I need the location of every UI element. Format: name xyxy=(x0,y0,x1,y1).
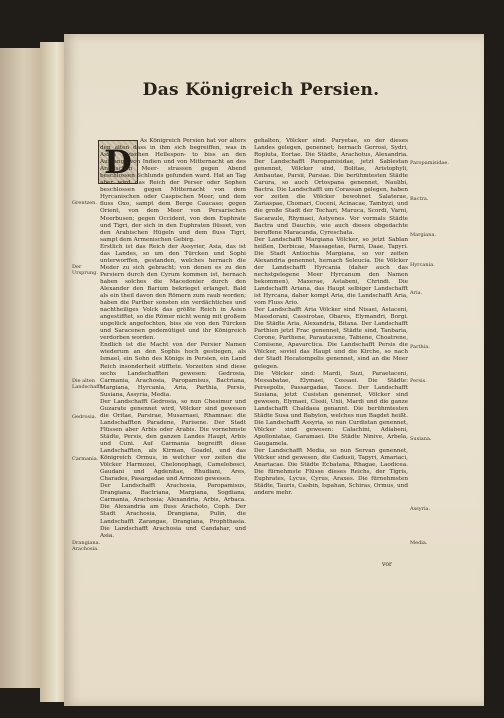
previous-page-edge xyxy=(0,48,40,688)
page-title: Das Königreich Persien. xyxy=(142,80,380,100)
margin-note: Susiana. xyxy=(410,436,432,442)
margin-note: Parthia. xyxy=(410,344,430,350)
margin-note: Drangiana. Arachosia. xyxy=(72,540,101,552)
page-fold xyxy=(40,42,65,702)
margin-note: Assyria. xyxy=(410,506,431,512)
margin-note: Carmania. xyxy=(72,456,99,462)
paragraph: Die Völcker sind: Mardi, Suzi, Paraetaceni, Messabatae, Elymaei, Cossaei. Die Städte: Persepolis, Passargadae, Taoce. Der Landschafft Susiana, jetzt Cusistan genennet, Völcker sind gewesen, Elymaei, Cissii, Uxii, Mardi und die ganze Landschafft Chaldaea genannt. Die berühmtesten Städte Susa und Babylon, welches nun Bagdet heißt. Die Landschafft Assyria, so nun Curdistan genennet, Völcker sind gewesen: Calachini, Adiabeni, Apolloniatae, Garamaei. Die Städte Ninive, Arbela, Gaugamela. xyxy=(254,370,408,448)
text-column-left xyxy=(100,138,246,568)
paragraph: Der Landschafft Aria Völcker sind Nisaei, Astaceni, Massdorani, Cassirotae, Obares, Elymandri, Borgi. Die Städte Aria, Alexandria, Bitaxa. Der Landschafft Parthien jetzt Frac genennet, Städte sind, Tanbaria, Corone, Parthene, Parautacene, Tabiene, Choatrene, Comisene, Apavarctica. Die Landschafft Persis die Völcker, soviel das Haupt und die Kirche, so nach der Stadt Hecatompolis genennet, sind an die Meer gelegen. xyxy=(254,307,408,370)
margin-note: Bactra. xyxy=(410,196,429,202)
paragraph: As Königreich Persien hat vor alters den alten dass in ihm sich begreiffen, was in Asien zwischen Hellespon- to biss an den Aufgange von Indien und von Mitternacht an des Arabischen Meer- strassen gegen Abend beschlossen Schlunds gefunden ward. Hat an Tag aber wird das Reich der Perser oder Sophen beschlossen gegen Mitternacht von dem Hyrcanischen oder Caspischen Meer, und dem fluss Oxo, sampt dem Berge Caucaso; gegen Orient, von dem Meer von Persarischen Meerbusen; gegen Occident, von dem Euphrate und Tigri, der sich in den Euphraten flüsset, von den Arabischen Hügeln und dem fluss Tigri, sampt dem Armenischen Gebirg. xyxy=(100,138,246,243)
margin-note: Margiana. xyxy=(410,232,437,238)
text-column-right xyxy=(254,138,408,568)
margin-note: Media. xyxy=(410,540,428,546)
paragraph: Der Landschafft Media, so nun Servan genennet, Völcker sind gewesen, die Cadusii, Tapyri, Amariaci, Anariacae. Die Städte Ecbatana, Rhagae, Laodicea. Die fürnehmste Flüsse dieses Reichs, der Tigris, Euphrates, Lycus, Cyrus, Araxes. Die fürnehmsten Städte, Tauris, Casbin, Ispahan, Schiras, Ormus, und andere mehr. xyxy=(254,448,408,497)
paragraph: Erstlich ist das Reich der Assyrier, Asia, das ist das Landes, so um den Türcken und Sophi unterworffen, gestanden, welches hernach die Meder zu sich gebracht; von denen es zu den Persiern durch den Cyrum kommen ist, hernach haben solches die Macedonier durch den Alexander den Barium bekrieget erlanget. Bald als ein theil davon den Römern zum raub worden; haben die Parther sonsten ein verdächtiches und nachtheiliges Volck das größte Reich in Asien angestifftet, so die Römer nicht wenig mit großem ungelück angefochten, biss sie von den Türcken und Saracenen gedemütiget und ihr Königreich verdorben worden. xyxy=(100,243,246,342)
paragraph: Endlich ist die Macht von der Persier Namen wiederum an den Sophis hoch gestiegen, als Ismael, ein Sohn des Königs in Persien, ein Land Reich insonderheit stifftete. Vorzeiten sind diese sechs Landschafften gewesen: Gedrosia, Carmania, Arachosia, Paropamisus, Bactriana, Margiana, Hyrcania, Aria, Parthia, Persis, Susiana, Assyria, Media. xyxy=(100,342,246,398)
paragraph: Der Landschafft Margiana Völcker, so jetzt Sablan heißen, Derbicae, Massagetae, Parni, Daae, Tapyri. Die Stadt Antiochia Margiana, so vor zeiten Alexandria genennet, hernach Seleucia. Die Völcker der Landschafft Hyrcania (daher auch das nechstgelegene Meer Hyrcanum den Namen bekommen), Maxerae, Astabeni, Chrindi. Die Landschafft Ariana, das Haupt selbiger Landschafft ist Hyrcana, daher kompt Aria, die Landschafft Aria, vom Fluss Ario. xyxy=(254,236,408,307)
paragraph: Der Landschafft Arachosia, Paropamisus, Drangiana, Bactriana, Margiana, Sogdiana, Carmania, Arachosia; Alexandria, Arbis, Arbaca. Die Alexandria am fluss Arachoto, Coph. Der Stadt Arachosia, Drangiana, Pulin, die Landschafft Zarangae, Drangiana, Prophthasia. Die Landschafft Arachosia und Candahar, und Asia. xyxy=(100,483,246,539)
margin-note: Hyrcania. xyxy=(410,262,435,268)
margin-note: Paropamisidae. xyxy=(410,160,449,166)
paragraph: Der Landschafft Gedrosia, so nun Chesimur und Guzarate genennet wird, Völcker sind gewesen die Oritae, Parsirae, Musarnaei, Rhamnae: die Landschafften Paradene, Parisene. Der Stadt Flüssen aber Arbis oder Arabis. Die vornehmste Städte, Persis, den ganzen Landes Haupt, Arbis und Cuni. Auf Carmania begreifft diese Landschafften, als Kirman, Goadel, und das Königreich Ormus, in welcher vor zeiten die Völcker Harmozei, Chelonophagi, Camelobosci, Gaudani und Agdenitae, Rhudiani, Ares, Charades, Pasargadae und Armozei gewesen. xyxy=(100,398,246,483)
margin-note: Aria. xyxy=(410,290,423,296)
margin-note: Grentzen. xyxy=(72,200,97,206)
paragraph: gehalten, Völcker sind: Paryetae, so der dieses Landes gelegen, genennet; hernach Gerrosi, Sydri, Ropluta, Eortae. Die Städte, Arachotus, Alexandria. Der Landschafft Paropamisidae, jetzt Sablestan genennet, Völcker sind, Bolitae, Aristophyli, Ambautae, Parsii, Parsiae. Die berühmtesten Städte Carura, so auch Ortospana genennet, Naulibi, Bactra. Die Landschafft um Corassan gelegen, haben vor zeiten die Völcker bewohnet Salaterae, Zariaspae, Chomari, Coceni, Acinacae, Tambyzi, und die große Stadt der Tochari, Maruca, Scordi, Varni, Sacaraule, Rhymaei, Astyenes. Vor vormals Städte Bactra und Dauchis, wie auch dieses obgedachte beruffene Maracanda, Cyreschata. xyxy=(254,138,408,236)
margin-note: Die alten Landschafft. xyxy=(72,378,104,390)
decorated-initial: D xyxy=(98,140,138,184)
margin-note: Gedrosia. xyxy=(72,414,97,420)
margin-note: Der Ursprung. xyxy=(72,264,98,276)
margin-note: Persis. xyxy=(410,378,427,384)
catchword: vor xyxy=(382,561,392,568)
